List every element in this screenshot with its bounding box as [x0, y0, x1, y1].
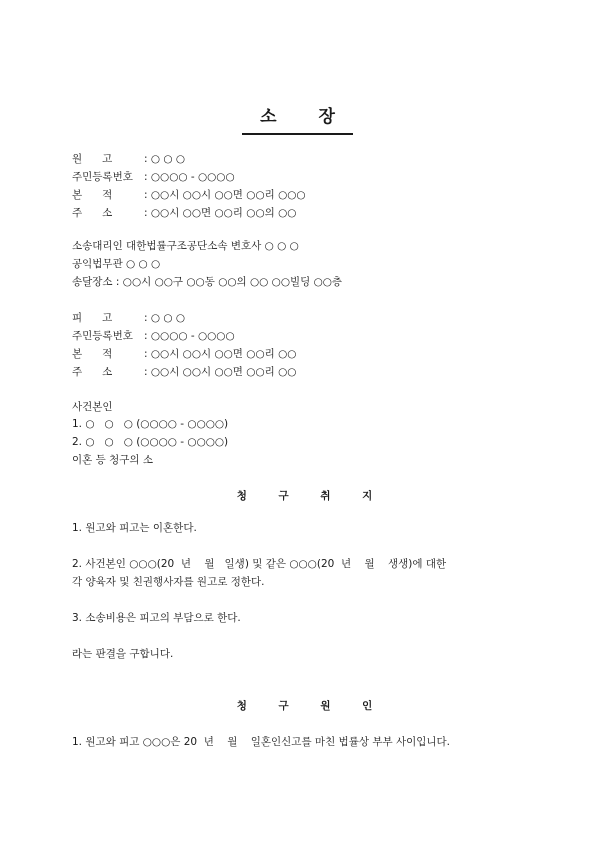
claim-purpose-item: 3. 소송비용은 피고의 부담으로 한다.	[72, 612, 241, 624]
defendant-address-row	[72, 365, 296, 379]
claim-purpose-closing: 라는 판결을 구합니다.	[72, 648, 174, 660]
plaintiff-rrn-row	[72, 170, 235, 184]
claim-purpose-item: 1. 원고와 피고는 이혼한다.	[72, 522, 197, 534]
claim-purpose-heading: 청 구 취 지	[236, 490, 387, 502]
claim-cause-item: 1. 원고와 피고 ○○○은 20 년 월 일혼인신고를 마친 법률상 부부 사이입니다.	[72, 736, 450, 748]
defendant-address-value: : ○○시 ○○시 ○○면 ○○리 ○○	[144, 366, 297, 378]
case-person-item: 2. ○ ○ ○ (○○○○ - ○○○○)	[72, 436, 229, 448]
plaintiff-name-row	[72, 152, 185, 166]
defendant-domicile-label: 본 적	[72, 348, 113, 360]
plaintiff-address-row	[72, 206, 296, 220]
plaintiff-domicile-label: 본 적	[72, 189, 113, 201]
plaintiff-domicile-row	[72, 188, 306, 202]
claim-cause-heading: 청 구 원 인	[236, 700, 387, 712]
defendant-domicile-row	[72, 347, 296, 361]
defendant-name-label: 피 고	[72, 312, 113, 324]
case-persons-heading: 사건본인	[72, 401, 113, 413]
plaintiff-domicile-value: : ○○시 ○○시 ○○면 ○○리 ○○○	[144, 189, 306, 201]
case-name: 이혼 등 청구의 소	[72, 454, 154, 466]
defendant-rrn-row	[72, 329, 235, 343]
title-block	[0, 102, 595, 135]
plaintiff-name-value: : ○ ○ ○	[144, 153, 186, 165]
document-title: 소 장	[242, 102, 353, 135]
plaintiff-rrn-label: 주민등록번호	[72, 171, 133, 183]
service-address-line: 송달장소 : ○○시 ○○구 ○○동 ○○의 ○○ ○○빌딩 ○○층	[72, 276, 343, 288]
defendant-address-label: 주 소	[72, 366, 113, 378]
defendant-name-row	[72, 311, 185, 325]
plaintiff-address-label: 주 소	[72, 207, 113, 219]
representative-line: 소송대리인 대한법률구조공단소속 변호사 ○ ○ ○	[72, 240, 299, 252]
defendant-domicile-value: : ○○시 ○○시 ○○면 ○○리 ○○	[144, 348, 297, 360]
plaintiff-address-value: : ○○시 ○○면 ○○리 ○○의 ○○	[144, 207, 297, 219]
defendant-name-value: : ○ ○ ○	[144, 312, 186, 324]
claim-purpose-item-continued: 각 양육자 및 친권행사자를 원고로 정한다.	[72, 576, 265, 588]
claim-purpose-item: 2. 사건본인 ○○○(20 년 월 일생) 및 같은 ○○○(20 년 월 생생)에 대한	[72, 558, 447, 570]
defendant-rrn-label: 주민등록번호	[72, 330, 133, 342]
case-person-item: 1. ○ ○ ○ (○○○○ - ○○○○)	[72, 418, 229, 430]
public-attorney-line: 공익법무관 ○ ○ ○	[72, 258, 161, 270]
plaintiff-rrn-value: : ○○○○ - ○○○○	[144, 171, 235, 183]
defendant-rrn-value: : ○○○○ - ○○○○	[144, 330, 235, 342]
plaintiff-name-label: 원 고	[72, 153, 113, 165]
